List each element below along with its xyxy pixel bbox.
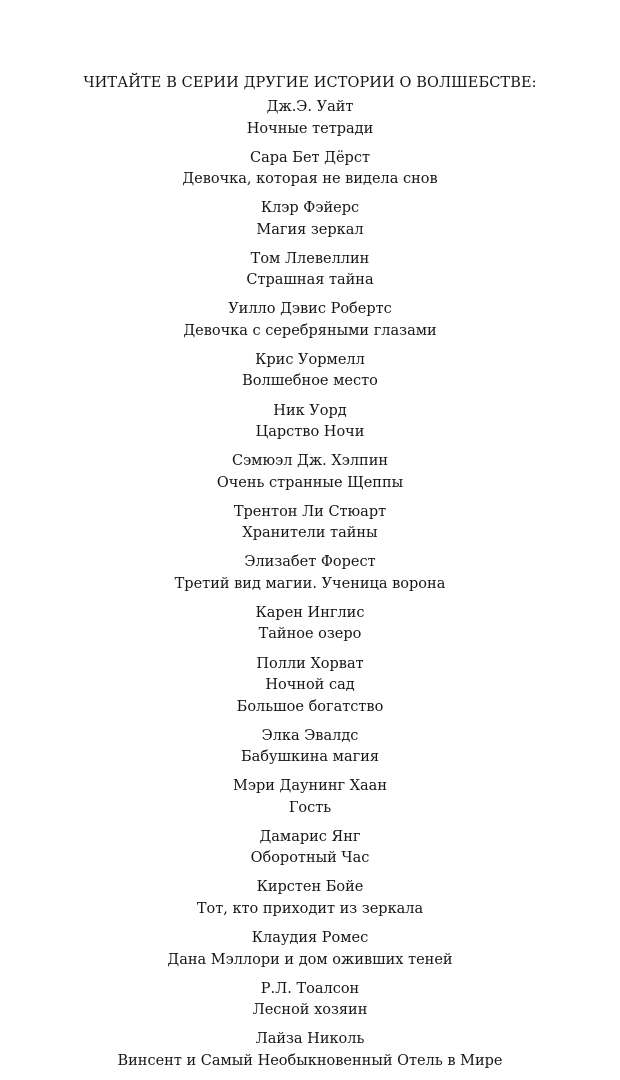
book-entry <box>0 299 620 342</box>
book-entry <box>0 198 620 241</box>
book-entry <box>0 877 620 920</box>
book-title: Царство Ночи <box>255 424 365 441</box>
book-author: Ник Уорд <box>273 402 347 419</box>
book-title: Ночные тетради <box>246 120 374 137</box>
book-author: Уилло Дэвис Робертс <box>228 301 392 318</box>
book-entry <box>0 1029 620 1072</box>
book-title: Девочка, которая не видела снов <box>182 171 438 188</box>
book-entry <box>0 726 620 769</box>
book-title: Дана Мэллори и дом оживших теней <box>167 951 453 968</box>
book-entry <box>0 249 620 292</box>
book-author: Элка Эвалдс <box>261 727 359 744</box>
book-entry <box>0 148 620 191</box>
book-entry <box>0 979 620 1022</box>
book-entry <box>0 502 620 545</box>
book-entry <box>0 827 620 870</box>
book-entry <box>0 654 620 719</box>
book-title: Большое богатство <box>236 698 384 715</box>
book-entry <box>0 552 620 595</box>
book-author: Дж.Э. Уайт <box>266 99 354 115</box>
book-entry <box>0 928 620 971</box>
book-entry <box>0 603 620 646</box>
book-title: Волшебное место <box>242 373 378 390</box>
book-author: Полли Хорват <box>256 655 364 672</box>
book-entry <box>0 97 620 140</box>
book-title: Бабушкина магия <box>240 749 380 766</box>
book-author: Трентон Ли Стюарт <box>233 503 387 520</box>
book-title: Тот, кто приходит из зеркала <box>196 900 424 917</box>
book-title: Хранители тайны <box>242 525 378 542</box>
book-title: Очень странные Щеппы <box>216 474 404 491</box>
book-author: Кирстен Бойе <box>256 879 364 896</box>
book-entry <box>0 401 620 444</box>
book-title: Ночной сад <box>265 677 355 694</box>
book-author: Карен Инглис <box>255 604 365 621</box>
book-author: Р.Л. Тоалсон <box>260 980 360 997</box>
book-entry <box>0 776 620 819</box>
book-author: Клэр Фэйерс <box>260 200 360 217</box>
book-title: Винсент и Самый Необыкновенный Отель в Мире <box>117 1052 503 1069</box>
book-title: Магия зеркал <box>256 221 364 238</box>
book-author: Том Ллевеллин <box>250 250 370 267</box>
book-title: Лесной хозяин <box>252 1002 368 1019</box>
book-entry <box>0 451 620 494</box>
book-entry <box>0 350 620 393</box>
book-author: Элизабет Форест <box>244 554 376 571</box>
book-author: Мэри Даунинг Хаан <box>233 778 387 795</box>
book-title: Девочка с серебряными глазами <box>183 322 437 339</box>
book-title: Гость <box>288 799 332 816</box>
book-author: Дамарис Янг <box>259 828 361 845</box>
book-author: Сэмюэл Дж. Хэлпин <box>231 453 389 470</box>
book-title: Третий вид магии. Ученица ворона <box>174 575 446 592</box>
book-author: Сара Бет Дёрст <box>250 149 370 166</box>
book-author: Клаудия Ромес <box>251 930 369 946</box>
book-author: Крис Уормелл <box>255 351 365 368</box>
book-title: Страшная тайна <box>246 272 374 289</box>
book-author: Лайза Николь <box>255 1031 365 1048</box>
series-heading: ЧИТАЙТЕ В СЕРИИ ДРУГИЕ ИСТОРИИ О ВОЛШЕБСТВЕ: <box>83 75 537 91</box>
book-title: Оборотный Час <box>250 850 370 867</box>
book-title: Тайное озеро <box>258 626 362 643</box>
book-list <box>0 97 620 1080</box>
